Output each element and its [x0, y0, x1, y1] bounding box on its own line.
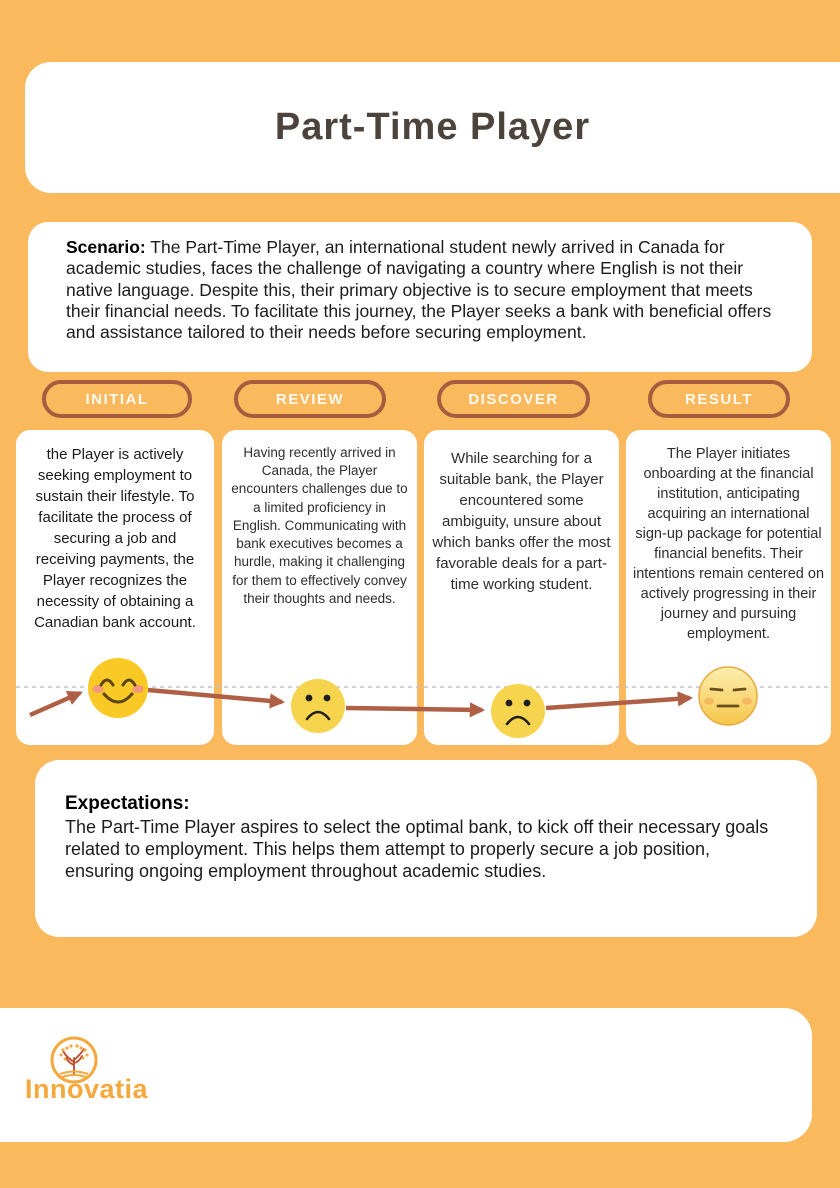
scenario-body: The Part-Time Player, an international student newly arrived in Canada for academic studies, faces the challenge of navigating a country where English is not their native language. Despite this, their primary objective is to secure employment that meets their financial needs. To facilitate this journey, the Player seeks a bank with beneficial offers and assistance tailored to their needs before securing employment. — [66, 237, 772, 343]
scenario-label: Scenario: — [66, 237, 146, 257]
stage-badge-review: REVIEW — [234, 380, 386, 418]
stage-card-discover: While searching for a suitable bank, the Player encountered some ambiguity, unsure about which banks offer the most favorable deals for a part-time working student. — [424, 430, 619, 745]
stage-card-review: Having recently arrived in Canada, the Player encounters challenges due to a limited proficiency in English. Communicating with bank executives becomes a hurdle, making it challenging for them to effectively convey their thoughts and needs. — [222, 430, 417, 745]
header-card — [25, 62, 840, 193]
scenario-text — [66, 237, 774, 344]
stage-badge-initial: INITIAL — [42, 380, 192, 418]
stage-badge-discover: DISCOVER — [437, 380, 590, 418]
scenario-card — [28, 222, 812, 372]
expectations-text: The Part-Time Player aspires to select the optimal bank, to kick off their necessary goals related to employment. This helps them attempt to properly secure a job position, ensuring ongoing employment throughout academic studies. — [65, 817, 769, 881]
stage-card-initial: the Player is actively seeking employment to sustain their lifestyle. To facilitate the process of securing a job and receiving payments, the Player recognizes the necessity of obtaining a Canadian bank account. — [16, 430, 214, 745]
brand-name: Innovatia — [25, 1074, 149, 1104]
expectations-label: Expectations: — [65, 793, 190, 814]
page-title: Part-Time Player — [274, 106, 591, 148]
stage-badge-result: RESULT — [648, 380, 790, 418]
expectations-card — [35, 760, 817, 937]
footer-card — [0, 1008, 812, 1142]
stage-card-result: The Player initiates onboarding at the financial institution, anticipating acquiring an international sign-up package for potential financial benefits. Their intentions remain centered on actively progressing in their journey and pursuing employment. — [626, 430, 831, 745]
